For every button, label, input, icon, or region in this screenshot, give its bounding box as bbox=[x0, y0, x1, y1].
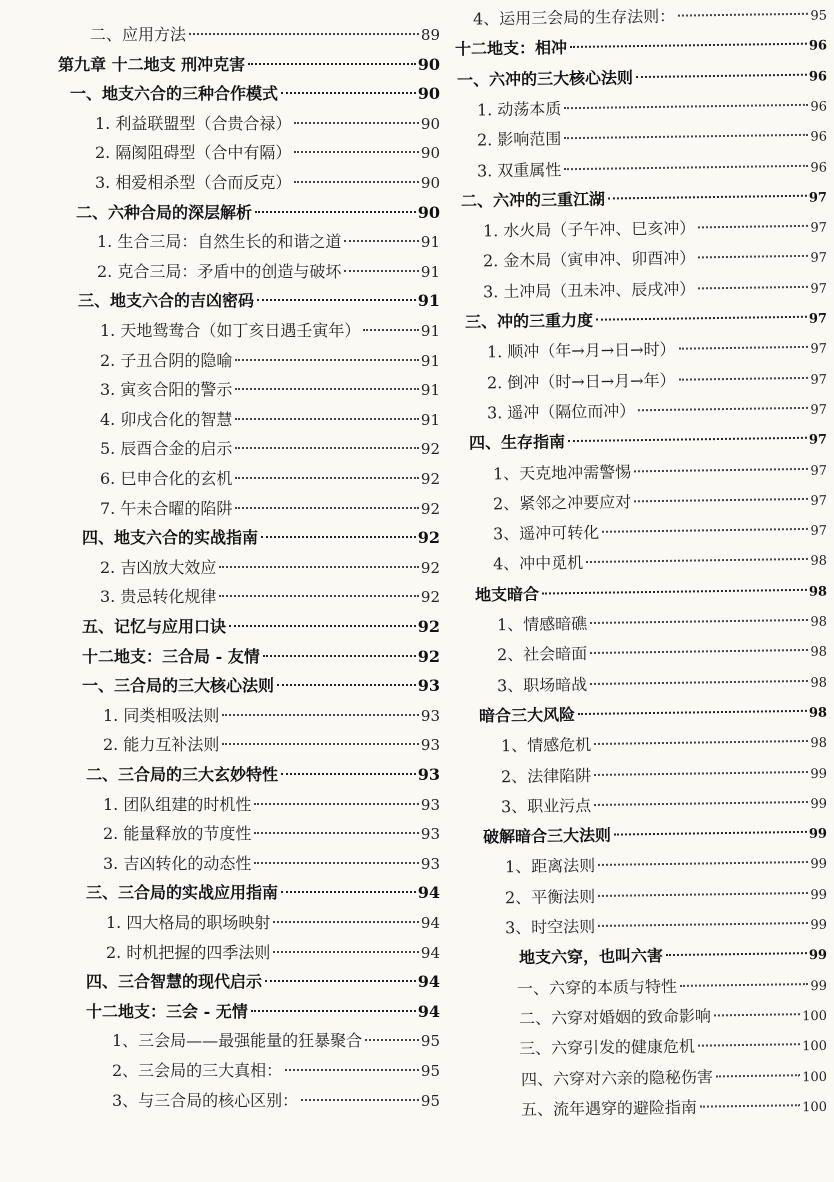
toc-dot-leader bbox=[586, 558, 808, 563]
toc-entry-title: 一、六穿的本质与特性 bbox=[516, 976, 678, 998]
toc-dot-leader bbox=[273, 951, 419, 953]
toc-page-number: 99 bbox=[808, 826, 828, 842]
toc-dot-leader bbox=[598, 922, 808, 927]
toc-dot-leader bbox=[251, 1010, 416, 1012]
toc-dot-leader bbox=[608, 195, 807, 200]
toc-entry[interactable] bbox=[477, 94, 827, 123]
toc-entry-title: 3. 贵忌转化规律 bbox=[100, 587, 217, 607]
toc-page-number: 100 bbox=[802, 1008, 828, 1025]
toc-entry[interactable] bbox=[497, 640, 827, 669]
toc-dot-leader bbox=[235, 418, 419, 420]
toc-entry-title: 1. 生合三局：自然生长的和谐之道 bbox=[97, 232, 342, 252]
toc-entry[interactable] bbox=[473, 4, 827, 33]
toc-entry[interactable] bbox=[493, 458, 827, 487]
toc-page-number: 98 bbox=[810, 735, 828, 752]
toc-page-number: 97 bbox=[810, 220, 828, 236]
toc-dot-leader bbox=[698, 1043, 800, 1046]
toc-page-number: 95 bbox=[420, 1091, 440, 1110]
toc-entry[interactable] bbox=[103, 734, 440, 756]
toc-page-number: 92 bbox=[420, 440, 440, 459]
toc-dot-leader bbox=[265, 980, 416, 982]
toc-dot-leader bbox=[273, 921, 419, 923]
toc-dot-leader bbox=[254, 832, 419, 834]
toc-dot-leader bbox=[281, 773, 416, 775]
toc-entry[interactable] bbox=[493, 488, 827, 517]
toc-dot-leader bbox=[714, 1013, 800, 1016]
toc-dot-leader bbox=[634, 467, 808, 471]
toc-page-number: 91 bbox=[417, 291, 440, 311]
toc-dot-leader bbox=[235, 477, 419, 479]
toc-entry-title: 1. 利益联盟型（合贵合禄） bbox=[95, 113, 292, 133]
toc-entry-title: 1. 顺冲（年→月→日→时） bbox=[486, 340, 676, 362]
toc-dot-leader bbox=[301, 1099, 419, 1101]
toc-dot-leader bbox=[261, 536, 416, 538]
toc-entry[interactable] bbox=[497, 610, 827, 639]
toc-entry[interactable] bbox=[106, 912, 440, 934]
toc-entry-title: 1. 天地鸳鸯合（如丁亥日遇壬寅年） bbox=[100, 321, 361, 340]
toc-page-number: 98 bbox=[810, 554, 828, 570]
toc-entry-title: 二、六穿对婚姻的致命影响 bbox=[518, 1006, 712, 1029]
toc-page-number: 92 bbox=[420, 558, 440, 577]
toc-entry-title: 1. 水火局（子午冲、巳亥冲） bbox=[482, 218, 696, 241]
toc-page-number: 92 bbox=[420, 499, 440, 518]
toc-entry-title: 四、生存指南 bbox=[468, 432, 566, 453]
toc-page-number: 96 bbox=[808, 38, 828, 54]
toc-entry[interactable] bbox=[505, 913, 827, 941]
toc-entry-title: 2、平衡法则 bbox=[504, 886, 596, 907]
toc-entry-title: 1. 四大格局的职场映射 bbox=[106, 913, 271, 932]
toc-dot-leader bbox=[700, 1104, 800, 1107]
toc-entry[interactable] bbox=[517, 973, 827, 1001]
toc-dot-leader bbox=[590, 680, 808, 685]
toc-page-number: 93 bbox=[420, 736, 440, 755]
toc-entry[interactable] bbox=[82, 646, 440, 668]
toc-entry[interactable] bbox=[90, 24, 440, 46]
toc-entry[interactable] bbox=[100, 586, 440, 608]
toc-dot-leader bbox=[570, 43, 807, 48]
toc-dot-leader bbox=[698, 255, 808, 259]
toc-dot-leader bbox=[542, 589, 807, 595]
toc-dot-leader bbox=[263, 655, 416, 657]
toc-entry-title: 2、法律陷阱 bbox=[500, 765, 592, 786]
toc-entry[interactable] bbox=[78, 290, 440, 312]
toc-entry-title: 破解暗合三大法则 bbox=[482, 825, 612, 847]
toc-entry[interactable] bbox=[103, 853, 440, 875]
toc-dot-leader bbox=[578, 710, 807, 715]
toc-entry-title: 地支六穿，也叫六害 bbox=[518, 946, 664, 968]
toc-entry[interactable] bbox=[95, 142, 440, 164]
toc-page-number: 95 bbox=[420, 1062, 440, 1080]
toc-entry[interactable] bbox=[100, 498, 440, 520]
toc-entry[interactable] bbox=[82, 675, 440, 697]
toc-entry[interactable] bbox=[521, 1095, 827, 1123]
toc-page-number: 92 bbox=[420, 470, 440, 488]
toc-entry-title: 2. 时机把握的四季法则 bbox=[106, 942, 271, 962]
toc-entry[interactable] bbox=[483, 216, 827, 245]
toc-dot-leader bbox=[344, 240, 419, 242]
toc-dot-leader bbox=[678, 13, 808, 17]
toc-entry-title: 五、流年遇穿的避险指南 bbox=[520, 1097, 698, 1119]
toc-entry-title: 3、职场暗战 bbox=[496, 674, 588, 695]
toc-entry-title: 1. 动荡本质 bbox=[476, 99, 562, 120]
toc-page-number: 93 bbox=[420, 854, 440, 873]
toc-entry-title: 2、三会局的三大真相： bbox=[112, 1061, 283, 1080]
toc-entry-title: 三、三合局的实战应用指南 bbox=[86, 883, 279, 903]
toc-dot-leader bbox=[594, 801, 808, 806]
toc-dot-leader bbox=[219, 595, 419, 597]
toc-page-number: 97 bbox=[810, 463, 828, 479]
toc-page-number: 97 bbox=[810, 341, 828, 358]
toc-entry-title: 3、与三合局的核心区别： bbox=[112, 1090, 299, 1110]
toc-page-number: 94 bbox=[420, 943, 440, 962]
toc-dot-leader bbox=[590, 649, 808, 654]
toc-entry[interactable] bbox=[501, 761, 827, 790]
toc-entry[interactable] bbox=[100, 320, 440, 342]
toc-dot-leader bbox=[285, 1069, 419, 1071]
toc-entry[interactable] bbox=[95, 172, 440, 194]
toc-entry-title: 2. 倒冲（时→日→月→年） bbox=[486, 370, 676, 392]
toc-entry-title: 2. 克合三局：矛盾中的创造与破坏 bbox=[97, 261, 342, 281]
toc-page-number: 97 bbox=[810, 281, 828, 297]
toc-page-number: 93 bbox=[420, 825, 440, 844]
toc-page-number: 94 bbox=[420, 914, 440, 932]
toc-entry[interactable] bbox=[100, 438, 440, 460]
toc-page-number: 97 bbox=[808, 432, 828, 448]
toc-entry-title: 1、情感暗礁 bbox=[496, 614, 588, 635]
toc-page-number: 100 bbox=[802, 1039, 828, 1055]
toc-page-number: 89 bbox=[420, 26, 440, 44]
toc-entry[interactable] bbox=[76, 202, 440, 224]
toc-dot-leader bbox=[222, 714, 419, 716]
toc-entry-title: 1、距离法则 bbox=[504, 856, 596, 877]
toc-entry[interactable] bbox=[82, 616, 440, 638]
toc-entry[interactable] bbox=[70, 83, 440, 105]
toc-dot-leader bbox=[598, 861, 808, 866]
toc-dot-leader bbox=[636, 73, 807, 77]
toc-dot-leader bbox=[666, 952, 807, 956]
toc-dot-leader bbox=[594, 740, 808, 745]
toc-entry-title: 2、社会暗面 bbox=[496, 644, 588, 665]
toc-entry-title: 2、紧邻之冲要应对 bbox=[492, 492, 632, 514]
toc-dot-leader bbox=[598, 892, 808, 897]
toc-entry[interactable] bbox=[100, 468, 440, 490]
toc-entry[interactable] bbox=[86, 882, 440, 904]
toc-dot-leader bbox=[344, 270, 419, 272]
toc-dot-leader bbox=[281, 891, 416, 893]
toc-entry-title: 二、应用方法 bbox=[90, 25, 187, 44]
toc-page-number: 99 bbox=[810, 857, 828, 873]
toc-entry[interactable] bbox=[469, 428, 827, 457]
toc-page-number: 91 bbox=[420, 322, 440, 340]
toc-page-number: 95 bbox=[810, 8, 828, 24]
toc-page-number: 97 bbox=[808, 190, 828, 206]
toc-dot-leader bbox=[596, 316, 807, 321]
toc-entry[interactable] bbox=[483, 822, 827, 851]
toc-dot-leader bbox=[257, 299, 416, 301]
toc-page-number: 92 bbox=[417, 646, 440, 666]
toc-page-number: 97 bbox=[808, 311, 828, 327]
toc-page-number: 99 bbox=[810, 887, 828, 903]
toc-dot-leader bbox=[294, 122, 419, 124]
toc-entry-title: 7. 午未合曜的陷阱 bbox=[100, 498, 233, 518]
toc-entry-title: 二、三合局的三大玄妙特性 bbox=[86, 765, 279, 784]
toc-entry[interactable] bbox=[493, 549, 827, 578]
toc-dot-leader bbox=[235, 507, 419, 509]
toc-entry[interactable] bbox=[86, 971, 440, 993]
toc-entry-title: 2. 金木局（寅申冲、卯酉冲） bbox=[482, 248, 696, 271]
toc-entry-title: 十二地支：相冲 bbox=[454, 38, 568, 59]
toc-page-number: 99 bbox=[810, 796, 828, 812]
toc-entry[interactable] bbox=[86, 1001, 440, 1023]
toc-entry[interactable] bbox=[97, 231, 440, 253]
toc-page-number: 99 bbox=[810, 766, 828, 782]
toc-entry-title: 三、六穿引发的健康危机 bbox=[518, 1036, 696, 1059]
toc-entry[interactable] bbox=[97, 261, 440, 283]
toc-entry[interactable] bbox=[479, 700, 827, 729]
toc-dot-leader bbox=[679, 346, 809, 350]
toc-dot-leader bbox=[294, 151, 419, 153]
toc-page-number: 94 bbox=[417, 1001, 440, 1021]
toc-entry[interactable] bbox=[106, 942, 440, 964]
toc-dot-leader bbox=[564, 164, 808, 169]
toc-entry-title: 3、遥冲可转化 bbox=[492, 522, 600, 544]
toc-dot-leader bbox=[716, 1074, 800, 1077]
toc-entry[interactable] bbox=[519, 943, 827, 971]
toc-dot-leader bbox=[602, 528, 808, 533]
toc-page-number: 96 bbox=[810, 99, 828, 115]
toc-entry[interactable] bbox=[457, 64, 827, 93]
toc-entry[interactable] bbox=[487, 398, 827, 427]
toc-entry[interactable] bbox=[82, 527, 440, 549]
toc-entry[interactable] bbox=[455, 34, 827, 63]
toc-page-number: 92 bbox=[417, 617, 440, 636]
toc-entry-title: 2. 子丑合阴的隐喻 bbox=[100, 350, 233, 370]
toc-entry-title: 二、六种合局的深层解析 bbox=[76, 202, 253, 222]
toc-entry[interactable] bbox=[100, 409, 440, 431]
toc-entry[interactable] bbox=[483, 246, 827, 275]
toc-dot-leader bbox=[255, 211, 416, 213]
toc-dot-leader bbox=[235, 388, 419, 390]
toc-dot-leader bbox=[698, 286, 808, 290]
toc-entry[interactable] bbox=[103, 823, 440, 845]
toc-dot-leader bbox=[590, 619, 808, 624]
toc-dot-leader bbox=[235, 447, 419, 449]
toc-entry-title: 二、六冲的三重江湖 bbox=[460, 189, 606, 211]
toc-entry-title: 2. 能量释放的节度性 bbox=[103, 824, 252, 844]
toc-entry-title: 1、三会局——最强能量的狂暴聚合 bbox=[112, 1031, 363, 1051]
toc-page-number: 93 bbox=[420, 706, 440, 725]
toc-entry[interactable] bbox=[100, 379, 440, 401]
toc-page-number: 90 bbox=[417, 54, 440, 74]
toc-page-number: 94 bbox=[417, 972, 440, 992]
toc-entry[interactable] bbox=[501, 792, 827, 821]
toc-page-number: 91 bbox=[420, 351, 440, 370]
toc-entry-title: 第九章 十二地支 刑冲克害 bbox=[58, 54, 246, 74]
toc-entry-title: 5. 辰酉合金的启示 bbox=[100, 439, 233, 459]
toc-dot-leader bbox=[363, 329, 419, 331]
toc-page-number: 90 bbox=[420, 144, 440, 163]
toc-dot-leader bbox=[679, 376, 809, 380]
toc-dot-leader bbox=[189, 33, 419, 35]
toc-entry[interactable] bbox=[112, 1030, 440, 1052]
toc-dot-leader bbox=[254, 862, 419, 864]
toc-entry[interactable] bbox=[505, 882, 827, 910]
toc-dot-leader bbox=[229, 625, 416, 627]
toc-entry[interactable] bbox=[521, 1064, 827, 1092]
toc-page-number: 97 bbox=[810, 493, 828, 509]
toc-entry[interactable] bbox=[112, 1060, 440, 1082]
toc-page-number: 99 bbox=[810, 978, 828, 994]
toc-page-number: 98 bbox=[808, 705, 828, 721]
toc-entry[interactable] bbox=[487, 337, 827, 366]
toc-dot-leader bbox=[281, 92, 416, 94]
toc-page-number: 97 bbox=[810, 523, 828, 539]
toc-dot-leader bbox=[594, 770, 808, 775]
toc-entry-title: 暗合三大风险 bbox=[478, 704, 576, 726]
toc-page-number: 90 bbox=[417, 202, 440, 222]
toc-entry[interactable] bbox=[100, 350, 440, 372]
toc-page-number: 99 bbox=[808, 948, 828, 964]
toc-entry-title: 6. 巳申合化的玄机 bbox=[100, 469, 233, 488]
toc-entry[interactable] bbox=[103, 705, 440, 727]
toc-page-number: 100 bbox=[802, 1099, 828, 1116]
toc-dot-leader bbox=[254, 803, 419, 805]
toc-page-number: 91 bbox=[420, 262, 440, 281]
toc-entry[interactable] bbox=[501, 731, 827, 760]
toc-entry-title: 一、六冲的三大核心法则 bbox=[456, 67, 634, 90]
toc-entry-title: 十二地支：三会 - 无情 bbox=[86, 1001, 248, 1021]
toc-page-number: 92 bbox=[420, 588, 440, 607]
toc-entry-title: 4、冲中觅机 bbox=[492, 553, 584, 574]
toc-entry-title: 1、天克地冲需警惕 bbox=[492, 461, 632, 483]
toc-entry-title: 3. 双重属性 bbox=[476, 159, 562, 180]
toc-entry-title: 一、地支六合的三种合作模式 bbox=[70, 84, 279, 104]
toc-page-number: 100 bbox=[802, 1069, 828, 1085]
toc-page-number: 98 bbox=[810, 675, 828, 691]
toc-entry-title: 三、冲的三重力度 bbox=[464, 310, 594, 332]
toc-page-number: 92 bbox=[417, 528, 440, 548]
toc-dot-leader bbox=[564, 104, 808, 109]
toc-entry-title: 2. 吉凶放大效应 bbox=[100, 557, 217, 577]
toc-entry-title: 地支暗合 bbox=[474, 584, 540, 605]
toc-entry-title: 三、地支六合的吉凶密码 bbox=[78, 291, 255, 311]
toc-entry-title: 1. 同类相吸法则 bbox=[103, 705, 220, 725]
toc-page-number: 90 bbox=[420, 114, 440, 133]
toc-page-number: 98 bbox=[810, 614, 828, 630]
toc-page-number: 90 bbox=[420, 174, 440, 192]
toc-entry[interactable] bbox=[477, 125, 827, 154]
toc-dot-leader bbox=[614, 831, 807, 836]
toc-page-number: 91 bbox=[420, 233, 440, 252]
toc-entry-title: 3. 遥冲（隔位而冲） bbox=[486, 401, 636, 423]
toc-entry-title: 3. 寅亥合阳的警示 bbox=[100, 380, 233, 400]
toc-entry-title: 十二地支：三合局 - 友情 bbox=[82, 646, 260, 666]
toc-dot-leader bbox=[698, 225, 808, 229]
toc-page-number: 96 bbox=[808, 69, 828, 85]
toc-page-number: 96 bbox=[810, 129, 828, 145]
toc-entry-title: 四、三合智慧的现代启示 bbox=[86, 972, 263, 992]
toc-entry-title: 3、时空法则 bbox=[504, 916, 596, 938]
toc-entry[interactable] bbox=[461, 185, 827, 214]
toc-page-number: 97 bbox=[810, 402, 828, 418]
toc-entry[interactable] bbox=[483, 276, 827, 305]
toc-entry-title: 2. 能力互补法则 bbox=[103, 735, 220, 755]
toc-entry[interactable] bbox=[86, 764, 440, 786]
toc-page-number: 93 bbox=[420, 795, 440, 814]
toc-entry-title: 一、三合局的三大核心法则 bbox=[82, 676, 275, 696]
toc-entry[interactable] bbox=[475, 579, 827, 608]
toc-page-number: 99 bbox=[810, 917, 828, 933]
toc-entry[interactable] bbox=[505, 852, 827, 880]
toc-page-number: 93 bbox=[417, 765, 440, 784]
toc-page-number: 94 bbox=[417, 883, 440, 903]
toc-entry-title: 3. 土冲局（丑未冲、辰戌冲） bbox=[482, 279, 696, 302]
toc-dot-leader bbox=[294, 181, 419, 183]
toc-entry[interactable] bbox=[477, 155, 827, 184]
toc-entry[interactable] bbox=[58, 54, 440, 76]
toc-entry[interactable] bbox=[519, 1034, 827, 1062]
toc-page-number: 98 bbox=[810, 644, 828, 661]
toc-entry-title: 四、六穿对六亲的隐秘伤害 bbox=[520, 1066, 714, 1089]
toc-entry-title: 4. 卯戌合化的智慧 bbox=[100, 409, 233, 429]
toc-page-number: 97 bbox=[810, 372, 828, 388]
toc-entry-title: 2. 影响范围 bbox=[476, 129, 562, 150]
toc-page-number: 97 bbox=[810, 250, 828, 267]
toc-entry-title: 4、运用三会局的生存法则： bbox=[472, 6, 676, 29]
toc-entry[interactable] bbox=[519, 1004, 827, 1032]
toc-dot-leader bbox=[219, 566, 419, 568]
toc-dot-leader bbox=[365, 1039, 419, 1041]
toc-dot-leader bbox=[568, 437, 807, 442]
toc-dot-leader bbox=[235, 359, 419, 361]
toc-page-number: 90 bbox=[417, 84, 440, 104]
toc-entry-title: 2. 隔阂阻碍型（合中有隔） bbox=[95, 143, 292, 163]
toc-page-number: 95 bbox=[420, 1032, 440, 1051]
toc-entry[interactable] bbox=[493, 519, 827, 548]
toc-entry-title: 四、地支六合的实战指南 bbox=[82, 528, 259, 548]
toc-page-number: 98 bbox=[808, 584, 828, 600]
toc-page-number: 93 bbox=[417, 676, 440, 696]
toc-dot-leader bbox=[634, 498, 808, 502]
toc-entry[interactable] bbox=[497, 670, 827, 699]
toc-dot-leader bbox=[564, 134, 808, 139]
toc-dot-leader bbox=[638, 407, 808, 411]
toc-page-number: 96 bbox=[810, 160, 828, 176]
toc-dot-leader bbox=[277, 684, 416, 686]
toc-entry[interactable] bbox=[112, 1090, 440, 1112]
toc-entry-title: 1、情感危机 bbox=[500, 735, 592, 756]
toc-dot-leader bbox=[248, 63, 416, 65]
toc-page-number: 91 bbox=[420, 381, 440, 400]
toc-entry[interactable] bbox=[100, 557, 440, 579]
toc-entry-title: 五、记忆与应用口诀 bbox=[82, 617, 227, 636]
toc-entry[interactable] bbox=[103, 794, 440, 816]
toc-entry[interactable] bbox=[95, 113, 440, 135]
toc-entry-title: 3. 吉凶转化的动态性 bbox=[103, 853, 252, 873]
toc-entry-title: 1. 团队组建的时机性 bbox=[103, 794, 252, 814]
toc-entry[interactable] bbox=[487, 367, 827, 396]
toc-entry[interactable] bbox=[465, 306, 827, 335]
toc-entry-title: 3、职业污点 bbox=[500, 795, 592, 817]
toc-dot-leader bbox=[222, 743, 419, 745]
toc-dot-leader bbox=[680, 983, 808, 987]
toc-page-number: 91 bbox=[420, 410, 440, 429]
toc-entry-title: 3. 相爱相杀型（合而反克） bbox=[95, 173, 292, 192]
